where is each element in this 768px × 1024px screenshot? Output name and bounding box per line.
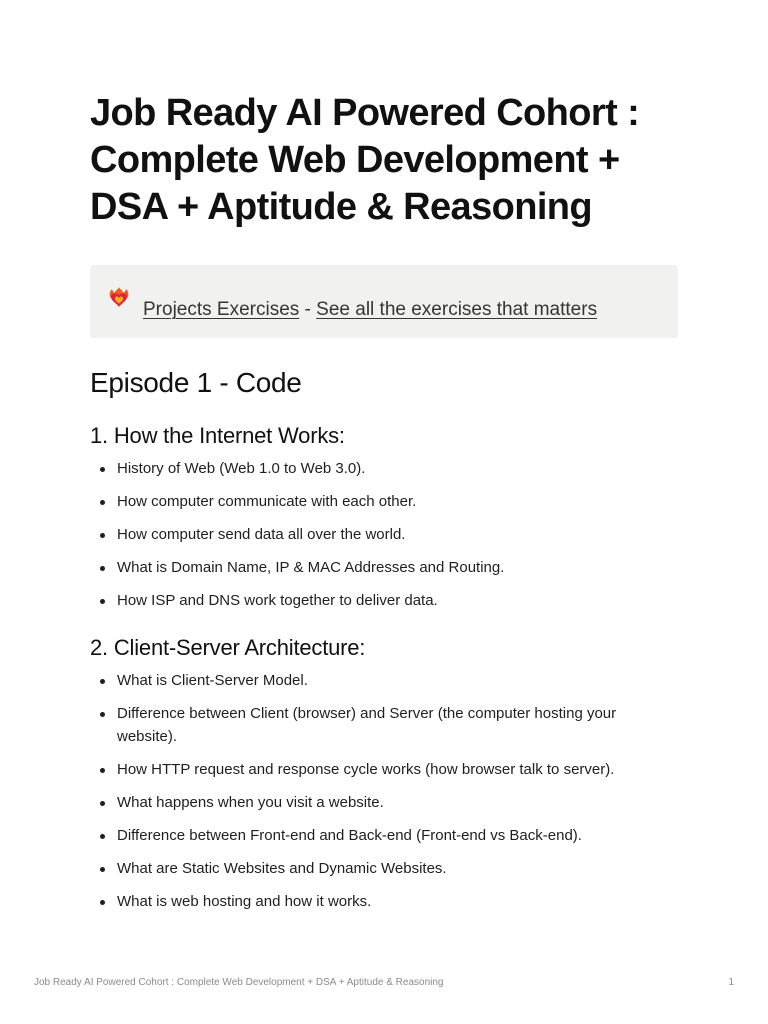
list-item: What is Client-Server Model. bbox=[90, 669, 678, 692]
footer-title: Job Ready AI Powered Cohort : Complete Web Development + DSA + Aptitude & Reasoning bbox=[34, 977, 444, 988]
bullet-list-internet bbox=[90, 457, 678, 612]
callout-text bbox=[143, 298, 597, 322]
page-number: 1 bbox=[728, 977, 734, 988]
projects-exercises-link[interactable]: Projects Exercises bbox=[143, 299, 300, 320]
list-item: How ISP and DNS work together to deliver data. bbox=[90, 589, 678, 612]
list-item: What are Static Websites and Dynamic Websites. bbox=[90, 857, 678, 880]
callout-box bbox=[90, 265, 678, 338]
list-item: How computer communicate with each other. bbox=[90, 490, 678, 513]
section-heading-client-server: 2. Client-Server Architecture: bbox=[90, 635, 366, 660]
list-item: What is web hosting and how it works. bbox=[90, 890, 678, 913]
heart-on-fire-icon bbox=[106, 284, 132, 310]
callout-separator: - bbox=[299, 299, 317, 320]
document-page bbox=[90, 90, 678, 923]
list-item: History of Web (Web 1.0 to Web 3.0). bbox=[90, 457, 678, 480]
bullet-list-client-server bbox=[90, 669, 678, 913]
section-heading-internet: 1. How the Internet Works: bbox=[90, 423, 345, 448]
list-item: How computer send data all over the world. bbox=[90, 523, 678, 546]
list-item: What happens when you visit a website. bbox=[90, 791, 678, 814]
list-item: Difference between Client (browser) and Server (the computer hosting your website). bbox=[90, 702, 678, 748]
list-item: What is Domain Name, IP & MAC Addresses and Routing. bbox=[90, 556, 678, 579]
list-item: How HTTP request and response cycle works (how browser talk to server). bbox=[90, 758, 678, 781]
list-item: Difference between Front-end and Back-end (Front-end vs Back-end). bbox=[90, 824, 678, 847]
see-all-exercises-link[interactable]: See all the exercises that matters bbox=[316, 299, 598, 320]
page-title: Job Ready AI Powered Cohort : Complete Web Development + DSA + Aptitude & Reasoning bbox=[90, 92, 640, 228]
episode-heading: Episode 1 - Code bbox=[90, 367, 302, 398]
